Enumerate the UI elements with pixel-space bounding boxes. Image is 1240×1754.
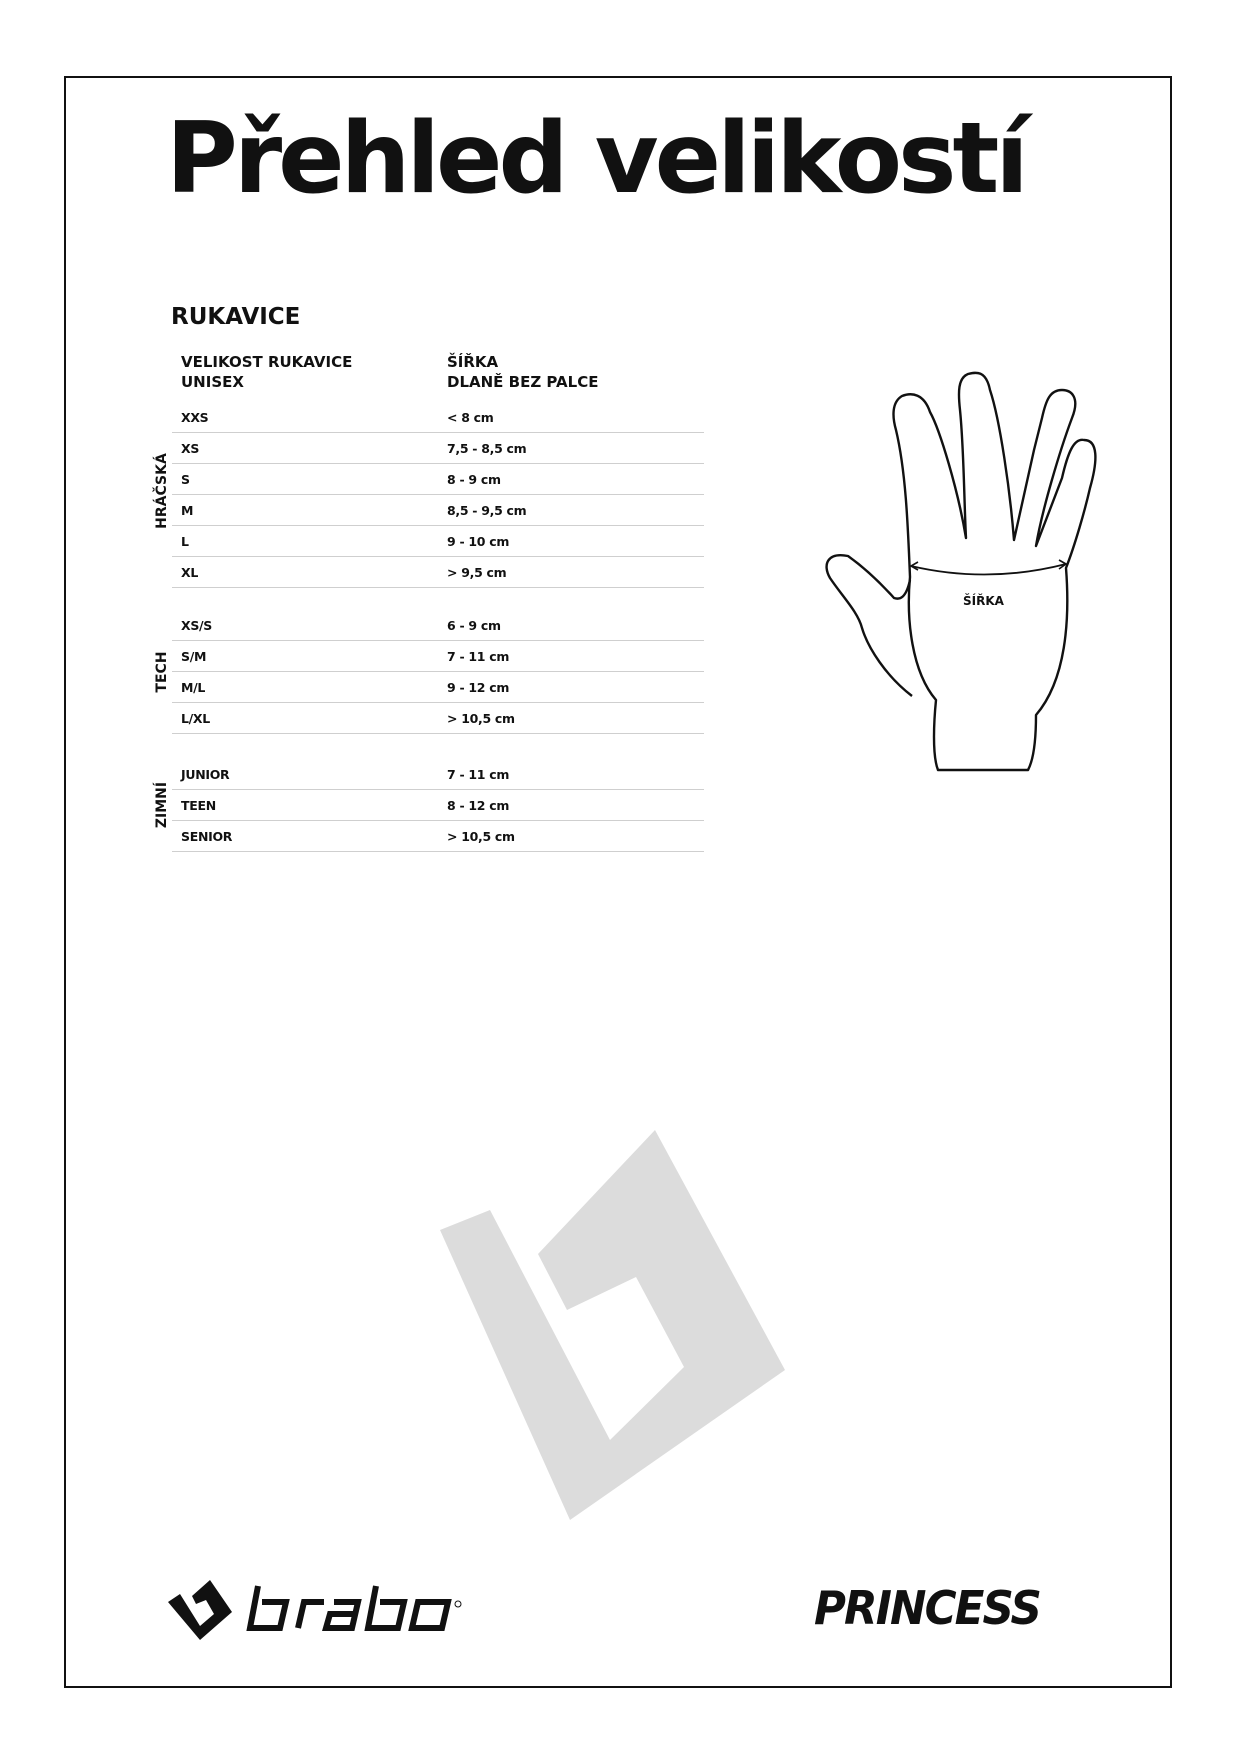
width-cell: 8 - 9 cm: [447, 472, 501, 487]
table-row: [172, 790, 704, 821]
page-title: Přehled velikostí: [166, 102, 1025, 216]
width-cell: 9 - 12 cm: [447, 680, 510, 695]
brabo-logo-text: brabo: [166, 1560, 169, 1561]
table-row: [172, 703, 704, 734]
width-cell: 7 - 11 cm: [447, 649, 510, 664]
table-row: [172, 464, 704, 495]
width-cell: 6 - 9 cm: [447, 618, 501, 633]
group-label-zimni: ZIMNÍ: [154, 781, 170, 829]
width-cell: > 9,5 cm: [447, 565, 507, 580]
size-group-zimni: [172, 759, 704, 852]
width-cell: 7 - 11 cm: [447, 767, 510, 782]
table-row: [172, 526, 704, 557]
group-label-hracska: HRÁČSKÁ: [154, 453, 170, 529]
column-header-width-line2: DLANĚ BEZ PALCE: [447, 373, 599, 391]
size-cell: M: [181, 503, 194, 518]
column-header-width: [447, 352, 598, 392]
size-cell: L/XL: [181, 711, 210, 726]
width-cell: 8 - 12 cm: [447, 798, 510, 813]
glove-width-label: ŠÍŘKA: [963, 594, 1004, 608]
size-cell: S: [181, 472, 190, 487]
section-title: RUKAVICE: [171, 304, 301, 330]
table-row: [172, 610, 704, 641]
brand-watermark-icon: [440, 1130, 800, 1530]
table-row: [172, 557, 704, 588]
width-cell: < 8 cm: [447, 410, 494, 425]
size-cell: TEEN: [181, 798, 216, 813]
size-cell: M/L: [181, 680, 206, 695]
width-cell: 9 - 10 cm: [447, 534, 510, 549]
column-header-width-line1: ŠÍŘKA: [447, 353, 499, 371]
brabo-logo: [166, 1560, 486, 1642]
column-header-size: [181, 352, 352, 392]
princess-logo: [810, 1574, 1050, 1634]
size-cell: L: [181, 534, 189, 549]
table-row: [172, 821, 704, 852]
size-cell: XL: [181, 565, 199, 580]
table-row: [172, 641, 704, 672]
width-cell: 7,5 - 8,5 cm: [447, 441, 527, 456]
width-cell: > 10,5 cm: [447, 829, 515, 844]
width-cell: > 10,5 cm: [447, 711, 515, 726]
size-cell: XS: [181, 441, 200, 456]
table-row: [172, 672, 704, 703]
size-cell: JUNIOR: [181, 767, 230, 782]
width-cell: 8,5 - 9,5 cm: [447, 503, 527, 518]
column-header-size-line2: UNISEX: [181, 373, 244, 391]
glove-outline-icon: [810, 362, 1110, 782]
size-cell: S/M: [181, 649, 207, 664]
size-cell: SENIOR: [181, 829, 233, 844]
size-group-hracska: [172, 402, 704, 588]
princess-logo-text: PRINCESS: [814, 1581, 1040, 1634]
table-row: [172, 759, 704, 790]
size-cell: XS/S: [181, 618, 213, 633]
table-row: [172, 433, 704, 464]
table-row: [172, 402, 704, 433]
group-label-tech: TECH: [154, 651, 170, 693]
table-row: [172, 495, 704, 526]
size-group-tech: [172, 610, 704, 734]
size-cell: XXS: [181, 410, 209, 425]
column-header-size-line1: VELIKOST RUKAVICE: [181, 353, 353, 371]
